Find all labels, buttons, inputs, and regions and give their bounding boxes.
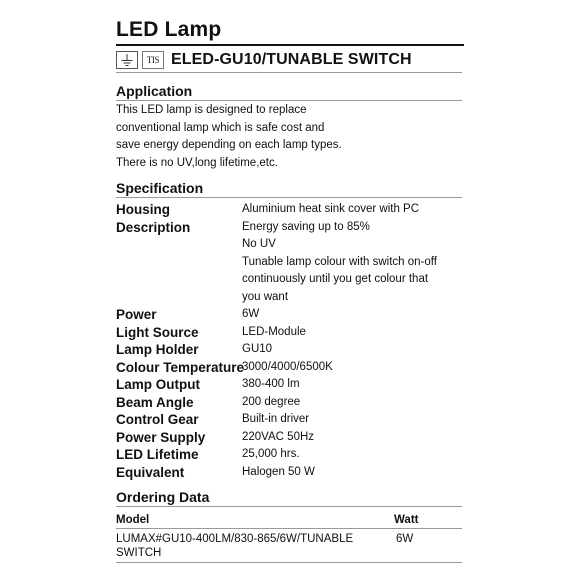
- spec-label: Lamp Holder: [116, 342, 199, 357]
- model-name: ELED-GU10/TUNABLE SWITCH: [171, 51, 412, 68]
- table-row: [116, 529, 462, 563]
- spec-row-power: [116, 306, 462, 324]
- application-heading: Application: [116, 83, 462, 101]
- spec-value-line: you want: [242, 290, 289, 303]
- ordering-model-cell: LUMAX#GU10-400LM/830-865/6W/TUNABLE SWITCH: [116, 533, 354, 559]
- application-line: conventional lamp which is safe cost and: [116, 121, 325, 134]
- ordering-watt-cell: 6W: [396, 533, 414, 545]
- spec-row-lamp-output: [116, 376, 462, 394]
- spec-value-line: 380-400 lm: [242, 378, 300, 390]
- spec-value-line: Halogen 50 W: [242, 465, 315, 478]
- column-header-model: Model: [116, 514, 150, 526]
- spec-label: Housing: [116, 202, 170, 217]
- spec-value: [242, 201, 462, 219]
- spec-value-line: 3000/4000/6500K: [242, 360, 333, 373]
- spec-label: Power: [116, 307, 157, 322]
- spec-value: [242, 394, 462, 412]
- spec-value: [242, 341, 462, 359]
- spec-label: Description: [116, 219, 191, 235]
- spec-value: [242, 464, 462, 482]
- spec-value: [242, 411, 462, 429]
- spec-row-description: [116, 219, 462, 307]
- spec-label: Equivalent: [116, 464, 185, 480]
- title-divider: [116, 44, 464, 46]
- spec-value-line: Built-in driver: [242, 413, 310, 425]
- datasheet: [116, 18, 462, 563]
- spec-label: LED Lifetime: [116, 447, 199, 462]
- spec-value: [242, 324, 462, 342]
- spec-value: [242, 306, 462, 324]
- application-text: [116, 102, 462, 172]
- spec-value: [242, 446, 462, 464]
- spec-value-line: 220VAC 50Hz: [242, 430, 315, 443]
- spec-label: Control Gear: [116, 412, 199, 427]
- spec-row-colour-temperature: [116, 359, 462, 377]
- spec-label: Beam Angle: [116, 394, 194, 410]
- spec-value: [242, 376, 462, 394]
- spec-value-line: No UV: [242, 238, 276, 250]
- spec-value-line: Tunable lamp colour with switch on-off: [242, 255, 437, 268]
- spec-value-line: Energy saving up to 85%: [242, 220, 370, 233]
- spec-value-line: 200 degree: [242, 395, 301, 408]
- specification-table: [116, 201, 462, 481]
- spec-label: Lamp Output: [116, 377, 200, 392]
- model-header: [116, 48, 462, 73]
- spec-row-beam-angle: [116, 394, 462, 412]
- spec-row-power-supply: [116, 429, 462, 447]
- ordering-table-header: [116, 513, 462, 529]
- application-line: save energy depending on each lamp types.: [116, 139, 342, 151]
- spec-row-housing: [116, 201, 462, 219]
- spec-value-line: GU10: [242, 343, 273, 355]
- spec-row-equivalent: [116, 464, 462, 482]
- spec-row-lamp-holder: [116, 341, 462, 359]
- ordering-heading: Ordering Data: [116, 489, 462, 507]
- spec-row-led-lifetime: [116, 446, 462, 464]
- tis-mark-icon: TIS: [142, 51, 164, 69]
- application-line: This LED lamp is designed to replace: [116, 104, 307, 116]
- specification-heading: Specification: [116, 180, 462, 198]
- spec-value-line: 25,000 hrs.: [242, 448, 300, 460]
- spec-value: [242, 429, 462, 447]
- spec-row-light-source: [116, 324, 462, 342]
- application-line: There is no UV,long lifetime,etc.: [116, 156, 278, 169]
- spec-value-line: 6W: [242, 308, 260, 320]
- spec-label: Light Source: [116, 324, 199, 340]
- spec-value-line: continuously until you get colour that: [242, 273, 429, 285]
- spec-value-line: Aluminium heat sink cover with PC: [242, 203, 420, 215]
- spec-label: Power Supply: [116, 429, 206, 445]
- spec-value: [242, 359, 462, 377]
- spec-row-control-gear: [116, 411, 462, 429]
- spec-value: [242, 219, 462, 307]
- column-header-watt: Watt: [394, 514, 419, 526]
- spec-value-line: LED-Module: [242, 325, 306, 338]
- page-title: LED Lamp: [116, 18, 222, 41]
- ground-symbol-icon: [116, 51, 138, 69]
- spec-label: Colour Temperature: [116, 359, 245, 375]
